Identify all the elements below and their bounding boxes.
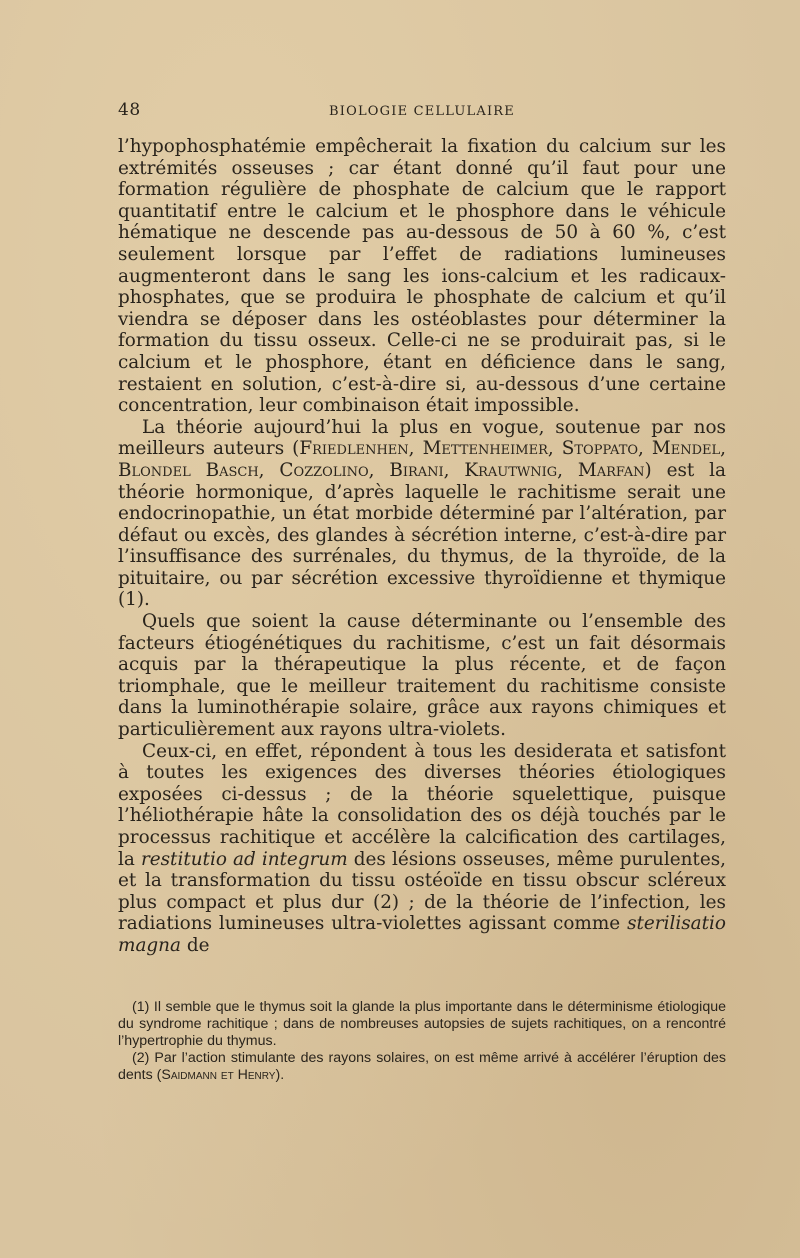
- paragraph: [118, 417, 726, 611]
- paragraph-text: La théorie aujourd’hui la plus en vogue, soutenue par nos meilleurs auteurs (: [118, 416, 726, 460]
- paragraph: [118, 741, 726, 957]
- paragraph: [118, 611, 726, 741]
- running-title: BIOLOGIE CELLULAIRE: [329, 104, 515, 119]
- latin-phrase: restitutio ad integrum: [140, 848, 348, 870]
- page-number: 48: [118, 100, 141, 120]
- paragraph-text: Quels que soient la cause déterminante ou l’ensemble des facteurs étiogénétiques du rachitisme, c’est un fait désormais acquis par la thérapeutique la plus récente, et de façon triomphale, que le meilleur traitement du rachitisme consiste dans la luminothérapie solaire, grâce aux rayons chimiques et particulièrement aux rayons ultra-violets.: [118, 611, 726, 741]
- paragraph-text: de: [180, 934, 210, 956]
- author-names: Friedlenhen, Mettenheimer, Stoppato, Mendel, Blondel Basch, Cozzolino, Birani, Krautwnig, Marfan: [118, 438, 727, 481]
- footnote-text: (2) Par l’action stimulante des rayons solaires, on est même arrivé à accélérer l’éruption des dents (: [118, 1050, 726, 1084]
- footnote: [118, 1050, 726, 1084]
- paragraph-text: Ceux-ci, en effet, répondent à tous les desiderata et satisfont à toutes les exigences des diverses théories étiologiques exposées ci-dessus ; de la théorie squelettique, puisque l’héliothérapie hâte la consolidation des os déjà touchés par le processus rachitique et accélère la calcification des cartilages, la: [118, 740, 726, 870]
- footnote-text: (1) Il semble que le thymus soit la glande la plus importante dans le déterminisme étiologique du syndrome rachitique ; dans de nombreuses autopsies de sujets rachitiques, on a rencontré l’hypertrophie du thymus.: [118, 998, 726, 1049]
- paragraph-text: l’hypophosphatémie empêcherait la fixation du calcium sur les extrémités osseuses ; car étant donné qu’il faut pour une formation régulière de phosphate de calcium que le rapport quantitatif entre le calcium et le phosphore dans le véhicule hématique ne descende pas au-dessous de 50 à 60 %, c’est seulement lorsque par l’effet de radiations lumineuses augmenteront dans le sang les ions-calcium et les radicaux-phosphates, que se produira le phosphate de calcium et qu’il viendra se déposer dans les ostéoblastes pour déterminer la formation du tissu osseux. Celle-ci ne se produirait pas, si le calcium et le phosphore, étant en déficience dans le sang, restaient en solution, c’est-à-dire si, au-dessous d’une certaine concentration, leur combinaison était impossible.: [118, 136, 726, 417]
- book-page: [118, 100, 726, 1085]
- latin-phrase: sterilisatio magna: [118, 913, 726, 956]
- paragraph: [118, 136, 726, 417]
- paragraph-text: des lésions osseuses, même purulentes, et la transformation du tissu ostéoïde en tissu obscur scléreux plus compact et plus dur (2) ; de la théorie de l’infection, les radiations lumineuses ultra-violettes agissant comme: [118, 848, 726, 935]
- footnote: [118, 999, 726, 1051]
- author-names: Saidmann et Henry: [161, 1067, 276, 1084]
- footnote-text: ).: [275, 1067, 285, 1084]
- paragraph-text: ) est la théorie hormonique, d’après laquelle le rachitisme serait une endocrinopathie, un état morbide déterminé par l’altération, par défaut ou excès, des glandes à sécrétion interne, c’est-à-dire par l’insuffisance des surrénales, du thymus, de la thyroïde, de la pituitaire, ou par sécrétion excessive thyroïdienne et thymique (1).: [118, 459, 726, 611]
- body-text: [118, 136, 726, 957]
- page-header: [118, 100, 726, 126]
- footnotes: [118, 999, 726, 1085]
